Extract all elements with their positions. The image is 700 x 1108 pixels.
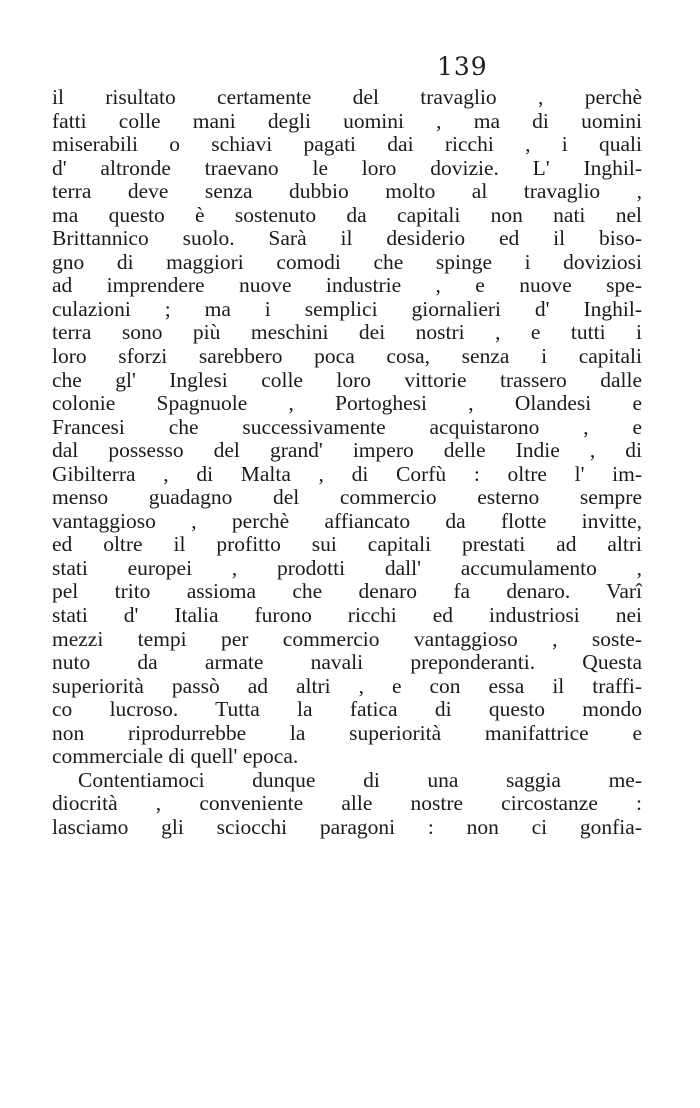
text-line: gno di maggiori comodi che spinge i doviziosi [52,249,642,274]
text-line: stati europei , prodotti dall' accumulamento , [52,555,642,580]
text-line: vantaggioso , perchè affiancato da flotte invitte, [52,508,642,533]
text-line: d' altronde traevano le loro dovizie. L' Inghil- [52,155,642,180]
text-line: culazioni ; ma i semplici giornalieri d' Inghil- [52,296,642,321]
text-line: ma questo è sostenuto da capitali non nati nel [52,202,642,227]
text-line: superiorità passò ad altri , e con essa il traffi- [52,673,642,698]
text-line: Brittannico suolo. Sarà il desiderio ed il biso- [52,226,642,251]
page-number: 139 [437,52,488,81]
text-line: diocrità , conveniente alle nostre circostanze : [52,791,642,816]
text-line: terra deve senza dubbio molto al travaglio , [52,179,642,204]
text-line: terra sono più meschini dei nostri , e tutti i [52,320,642,345]
text-line: Francesi che successivamente acquistarono , e [52,414,642,439]
text-line: mezzi tempi per commercio vantaggioso , soste- [52,626,642,651]
text-line: il risultato certamente del travaglio , perchè [52,85,642,109]
text-line: stati d' Italia furono ricchi ed industriosi nei [52,603,642,628]
text-line: ed oltre il profitto sui capitali prestati ad altri [52,532,642,557]
text-line: Contentiamoci dunque di una saggia me- [78,767,642,792]
text-line: loro sforzi sarebbero poca cosa, senza i capitali [52,344,642,369]
text-line: pel trito assioma che denaro fa denaro. Varî [52,579,642,604]
text-line: che gl' Inglesi colle loro vittorie trassero dalle [52,367,642,392]
text-line: colonie Spagnuole , Portoghesi , Olandesi e [52,391,642,416]
text-line: menso guadagno del commercio esterno sempre [52,485,642,510]
text-line: lasciamo gli sciocchi paragoni : non ci gonfia- [52,814,642,839]
text-line: fatti colle mani degli uomini , ma di uomini [52,108,642,133]
text-line: co lucroso. Tutta la fatica di questo mondo [52,697,642,722]
text-line: nuto da armate navali preponderanti. Questa [52,650,642,675]
text-line: non riprodurrebbe la superiorità manifattrice e [52,720,642,745]
text-line: Gibilterra , di Malta , di Corfù : oltre l' im- [52,461,642,486]
body-text [52,86,642,840]
text-line: miserabili o schiavi pagati dai ricchi , i quali [52,132,642,157]
text-line: commerciale di quell' epoca. [52,744,299,769]
text-line: dal possesso del grand' impero delle Indie , di [52,438,642,463]
text-line: ad imprendere nuove industrie , e nuove spe- [52,273,642,298]
